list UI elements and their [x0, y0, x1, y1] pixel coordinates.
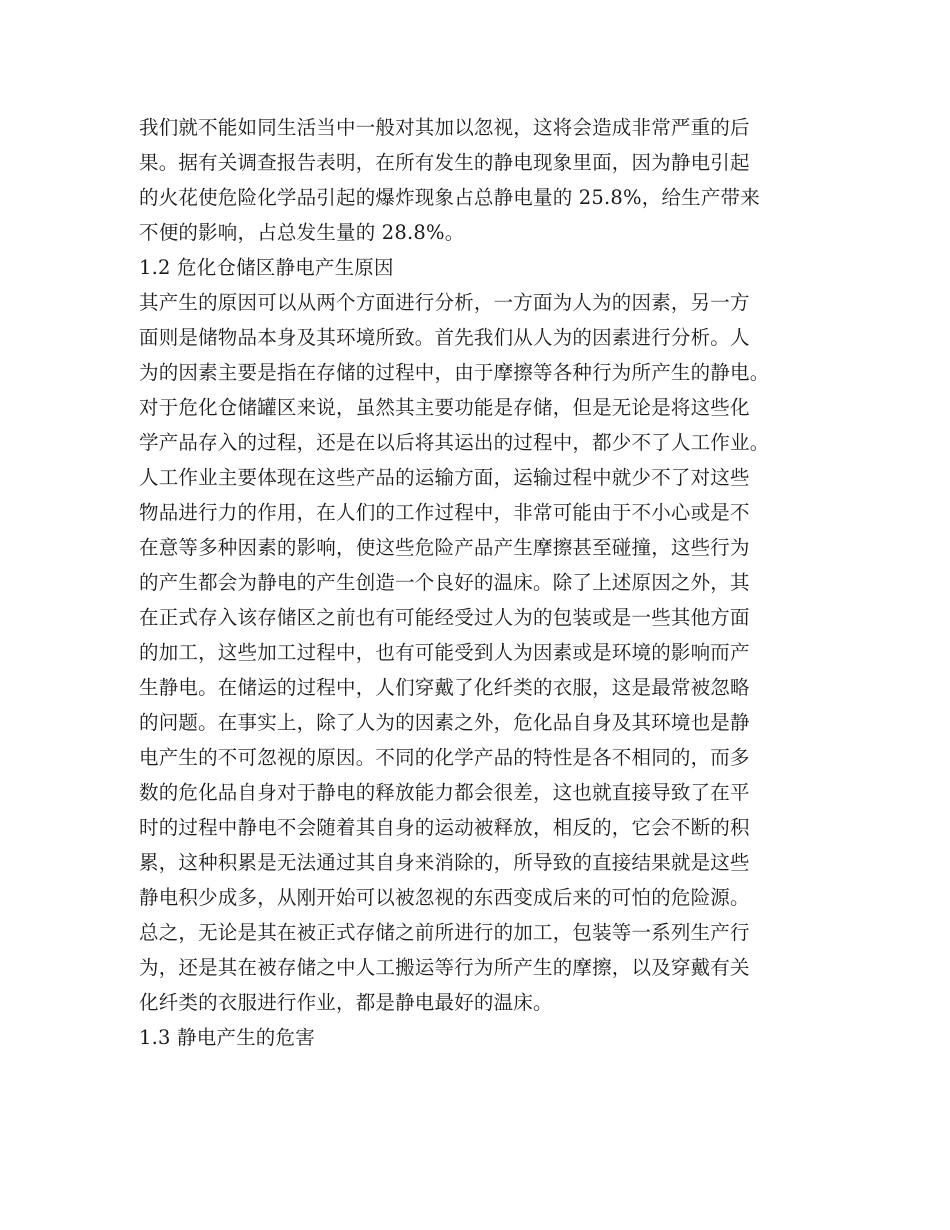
body-text-line: 数的危化品自身对于静电的释放能力都会很差，这也就直接导致了在平: [139, 781, 750, 804]
body-text-line: 化纤类的衣服进行作业，都是静电最好的温床。: [139, 991, 553, 1014]
body-text-line: 累，这种积累是无法通过其自身来消除的，所导致的直接结果就是这些: [139, 851, 750, 874]
section-heading-1-2: 1.2 危化仓储区静电产生原因: [139, 256, 394, 279]
body-text-line: 总之，无论是其在被正式存储之前所进行的加工，包装等一系列生产行: [139, 921, 750, 944]
body-text-line: 在意等多种因素的影响，使这些危险产品产生摩擦甚至碰撞，这些行为: [139, 536, 750, 559]
document-body: [139, 110, 839, 1055]
body-text-line: 学产品存入的过程，还是在以后将其运出的过程中，都少不了人工作业。: [139, 431, 770, 454]
body-text-line: 的火花使危险化学品引起的爆炸现象占总静电量的 25.8%，给生产带来: [139, 186, 760, 209]
body-text-line: 物品进行力的作用，在人们的工作过程中，非常可能由于不小心或是不: [139, 501, 750, 524]
body-text-line: 我们就不能如同生活当中一般对其加以忽视，这将会造成非常严重的后: [139, 116, 750, 139]
body-text-line: 为，还是其在被存储之中人工搬运等行为所产生的摩擦，以及穿戴有关: [139, 956, 750, 979]
body-text-line: 人工作业主要体现在这些产品的运输方面，运输过程中就少不了对这些: [139, 466, 750, 489]
body-text-line: 生静电。在储运的过程中，人们穿戴了化纤类的衣服，这是最常被忽略: [139, 676, 750, 699]
body-text-line: 在正式存入该存储区之前也有可能经受过人为的包装或是一些其他方面: [139, 606, 750, 629]
body-text-line: 不便的影响，占总发生量的 28.8%。: [139, 221, 465, 244]
body-text-line: 的加工，这些加工过程中，也有可能受到人为因素或是环境的影响而产: [139, 641, 750, 664]
section-heading-1-3: 1.3 静电产生的危害: [139, 1026, 315, 1049]
body-text-line: 其产生的原因可以从两个方面进行分析，一方面为人为的因素，另一方: [139, 291, 750, 314]
body-text-line: 的产生都会为静电的产生创造一个良好的温床。除了上述原因之外，其: [139, 571, 750, 594]
body-text-line: 的问题。在事实上，除了人为的因素之外，危化品自身及其环境也是静: [139, 711, 750, 734]
body-text-line: 静电积少成多，从刚开始可以被忽视的东西变成后来的可怕的危险源。: [139, 886, 750, 909]
body-text-line: 时的过程中静电不会随着其自身的运动被释放，相反的，它会不断的积: [139, 816, 750, 839]
body-text-line: 果。据有关调查报告表明，在所有发生的静电现象里面，因为静电引起: [139, 151, 750, 174]
body-text-line: 对于危化仓储罐区来说，虽然其主要功能是存储，但是无论是将这些化: [139, 396, 750, 419]
body-text-line: 电产生的不可忽视的原因。不同的化学产品的特性是各不相同的，而多: [139, 746, 750, 769]
body-text-line: 为的因素主要是指在存储的过程中，由于摩擦等各种行为所产生的静电。: [139, 361, 770, 384]
body-text-line: 面则是储物品本身及其环境所致。首先我们从人为的因素进行分析。人: [139, 326, 750, 349]
